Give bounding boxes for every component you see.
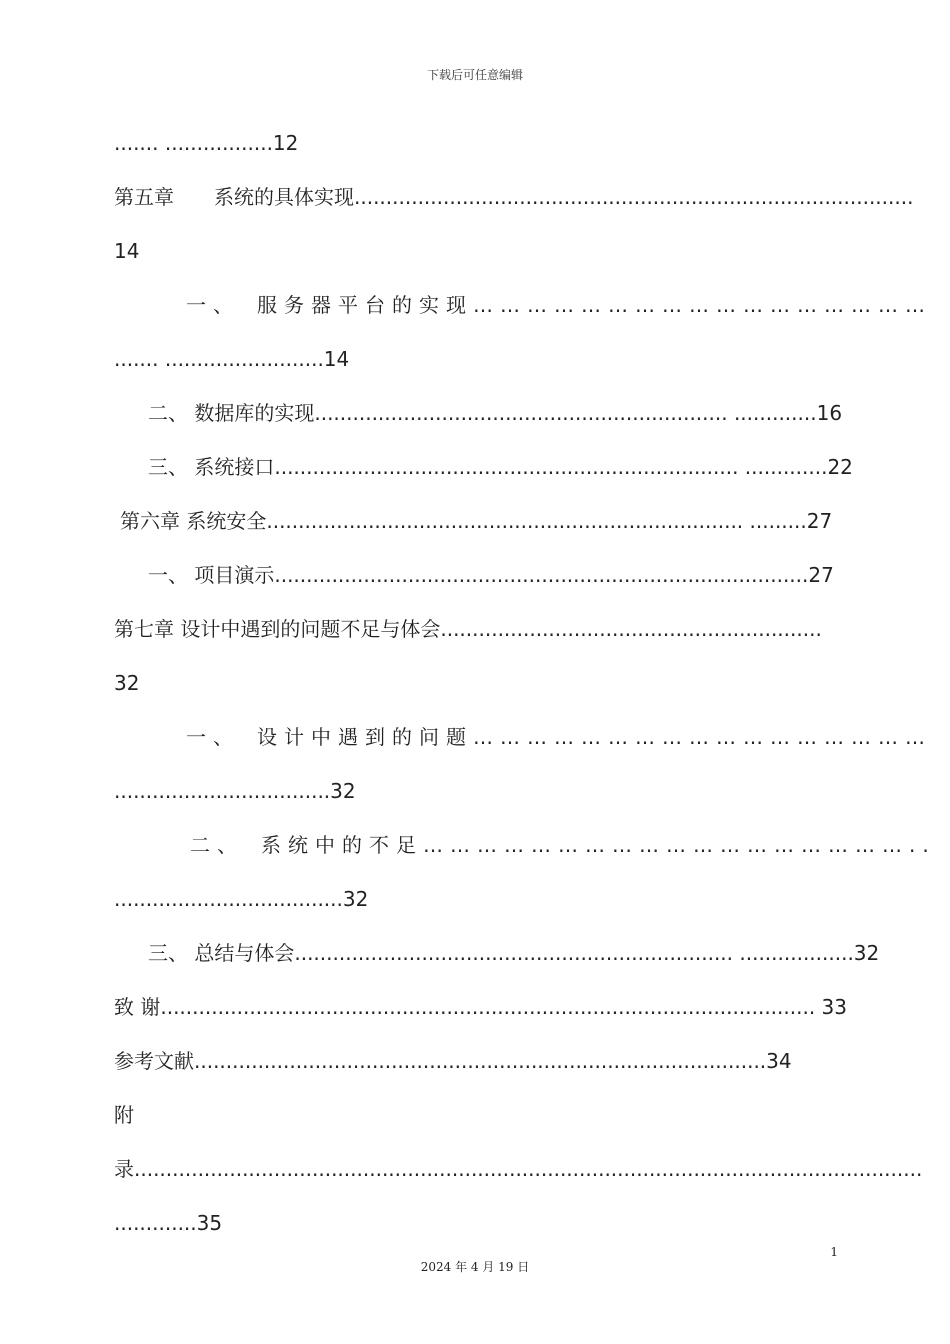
toc-line: ..................................32 [114, 779, 356, 803]
toc-line-section: 三、 总结与体会..................................................................... ..................32 [148, 941, 880, 965]
toc-line: ....... .........................14 [114, 347, 350, 371]
toc-line-chapter-7: 第七章 设计中遇到的问题不足与体会............................................................ [114, 617, 822, 641]
footer-date: 2024 年 4 月 19 日 [420, 1260, 530, 1274]
toc-line-section: 二、 数据库的实现................................................................. .............16 [148, 401, 843, 425]
toc-line: 14 [114, 239, 140, 263]
toc-line-appendix: 附 [114, 1103, 134, 1127]
toc-line-section: 二、 系统中的不足……………………………………………….. [190, 833, 936, 857]
toc-line: 32 [114, 671, 140, 695]
toc-line: 录............................................................................................................................ [114, 1157, 923, 1181]
toc-line: .............35 [114, 1211, 223, 1235]
toc-line: ....................................32 [114, 887, 369, 911]
toc-line-section: 一、 设计中遇到的问题…………………………………………… [186, 725, 932, 749]
toc-line-section: 一、 项目演示....................................................................................27 [148, 563, 834, 587]
header-note: 下载后可任意编辑 [426, 68, 523, 82]
toc-line: ....... .................12 [114, 131, 299, 155]
toc-line-references: 参考文献..........................................................................................34 [114, 1049, 792, 1073]
toc-line-section: 一、 服务器平台的实现…………………………………………… [186, 293, 932, 317]
toc-line-chapter-5: 第五章 系统的具体实现........................................................................................ [114, 185, 914, 209]
toc-line-section: 三、 系统接口......................................................................... .............22 [148, 455, 853, 479]
toc-line-chapter-6: 第六章 系统安全........................................................................... .........27 [120, 509, 833, 533]
toc-line-acknowledgements: 致 谢....................................................................................................... 33 [114, 995, 847, 1019]
page-number: 1 [830, 1245, 838, 1259]
